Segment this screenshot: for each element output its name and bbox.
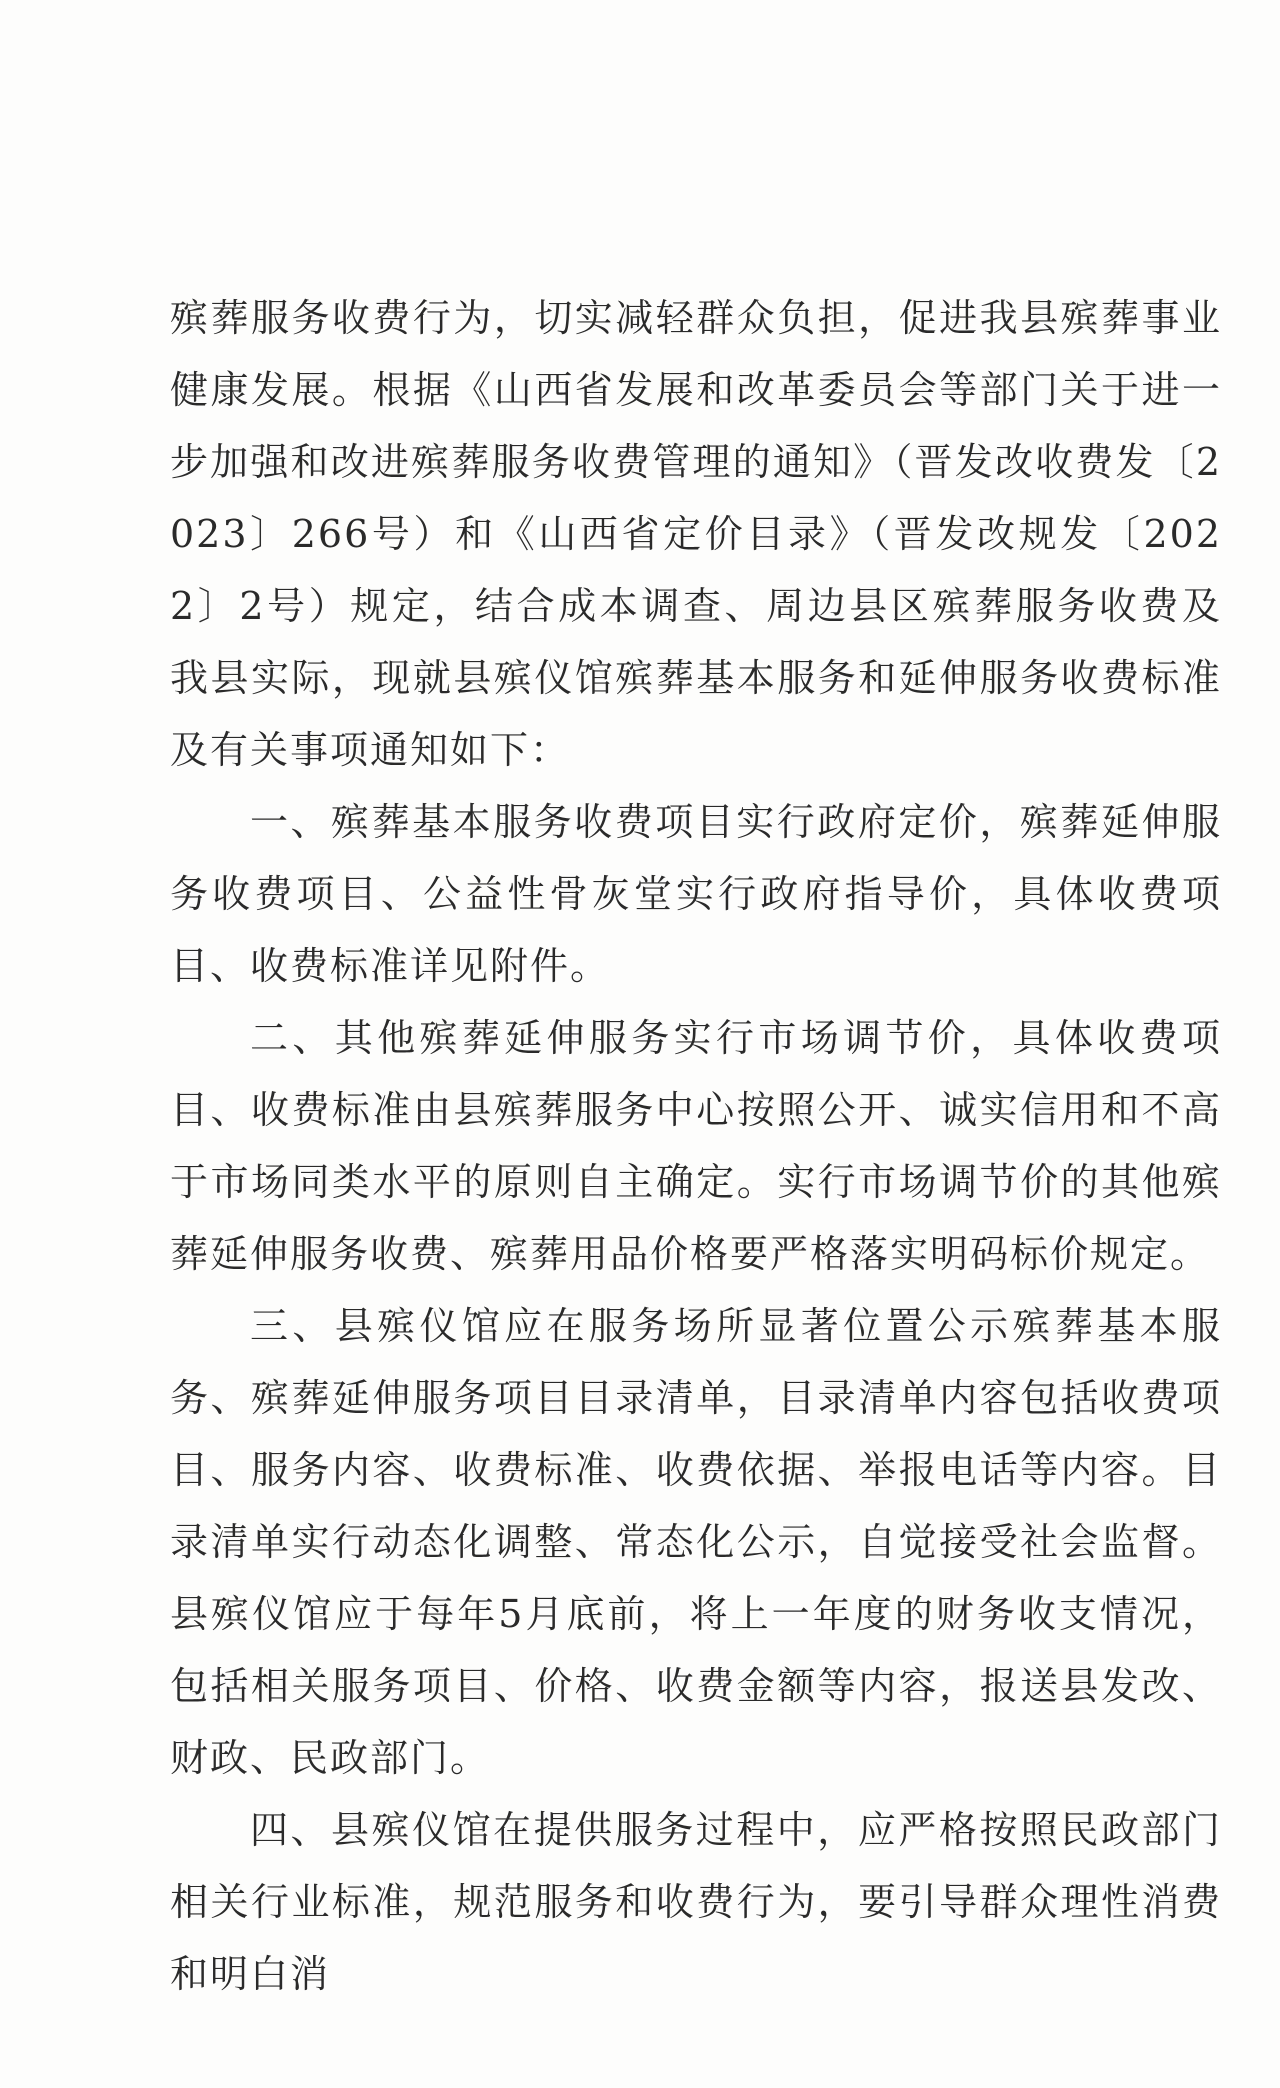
- paragraph-item-1: 一、殡葬基本服务收费项目实行政府定价，殡葬延伸服务收费项目、公益性骨灰堂实行政府指导价，具体收费项目、收费标准详见附件。: [170, 800, 1222, 988]
- paragraph-item-3: 三、县殡仪馆应在服务场所显著位置公示殡葬基本服务、殡葬延伸服务项目目录清单，目录清单内容包括收费项目、服务内容、收费标准、收费依据、举报电话等内容。目录清单实行动态化调整、常态化公示，自觉接受社会监督。县殡仪馆应于每年5月底前，将上一年度的财务收支情况，包括相关服务项目、价格、收费金额等内容，报送县发改、财政、民政部门。: [170, 1304, 1222, 1780]
- document-body: [170, 282, 1222, 2010]
- paragraph-item-2: 二、其他殡葬延伸服务实行市场调节价，具体收费项目、收费标准由县殡葬服务中心按照公开、诚实信用和不高于市场同类水平的原则自主确定。实行市场调节价的其他殡葬延伸服务收费、殡葬用品价格要严格落实明码标价规定。: [170, 1016, 1222, 1276]
- paragraph-item-4: 四、县殡仪馆在提供服务过程中，应严格按照民政部门相关行业标准，规范服务和收费行为，要引导群众理性消费和明白消: [170, 1808, 1222, 1996]
- paragraph-intro-continuation: 殡葬服务收费行为，切实减轻群众负担，促进我县殡葬事业健康发展。根据《山西省发展和改革委员会等部门关于进一步加强和改进殡葬服务收费管理的通知》（晋发改收费发〔2023〕266号）和《山西省定价目录》（晋发改规发〔2022〕2号）规定，结合成本调查、周边县区殡葬服务收费及我县实际，现就县殡仪馆殡葬基本服务和延伸服务收费标准及有关事项通知如下：: [170, 296, 1222, 772]
